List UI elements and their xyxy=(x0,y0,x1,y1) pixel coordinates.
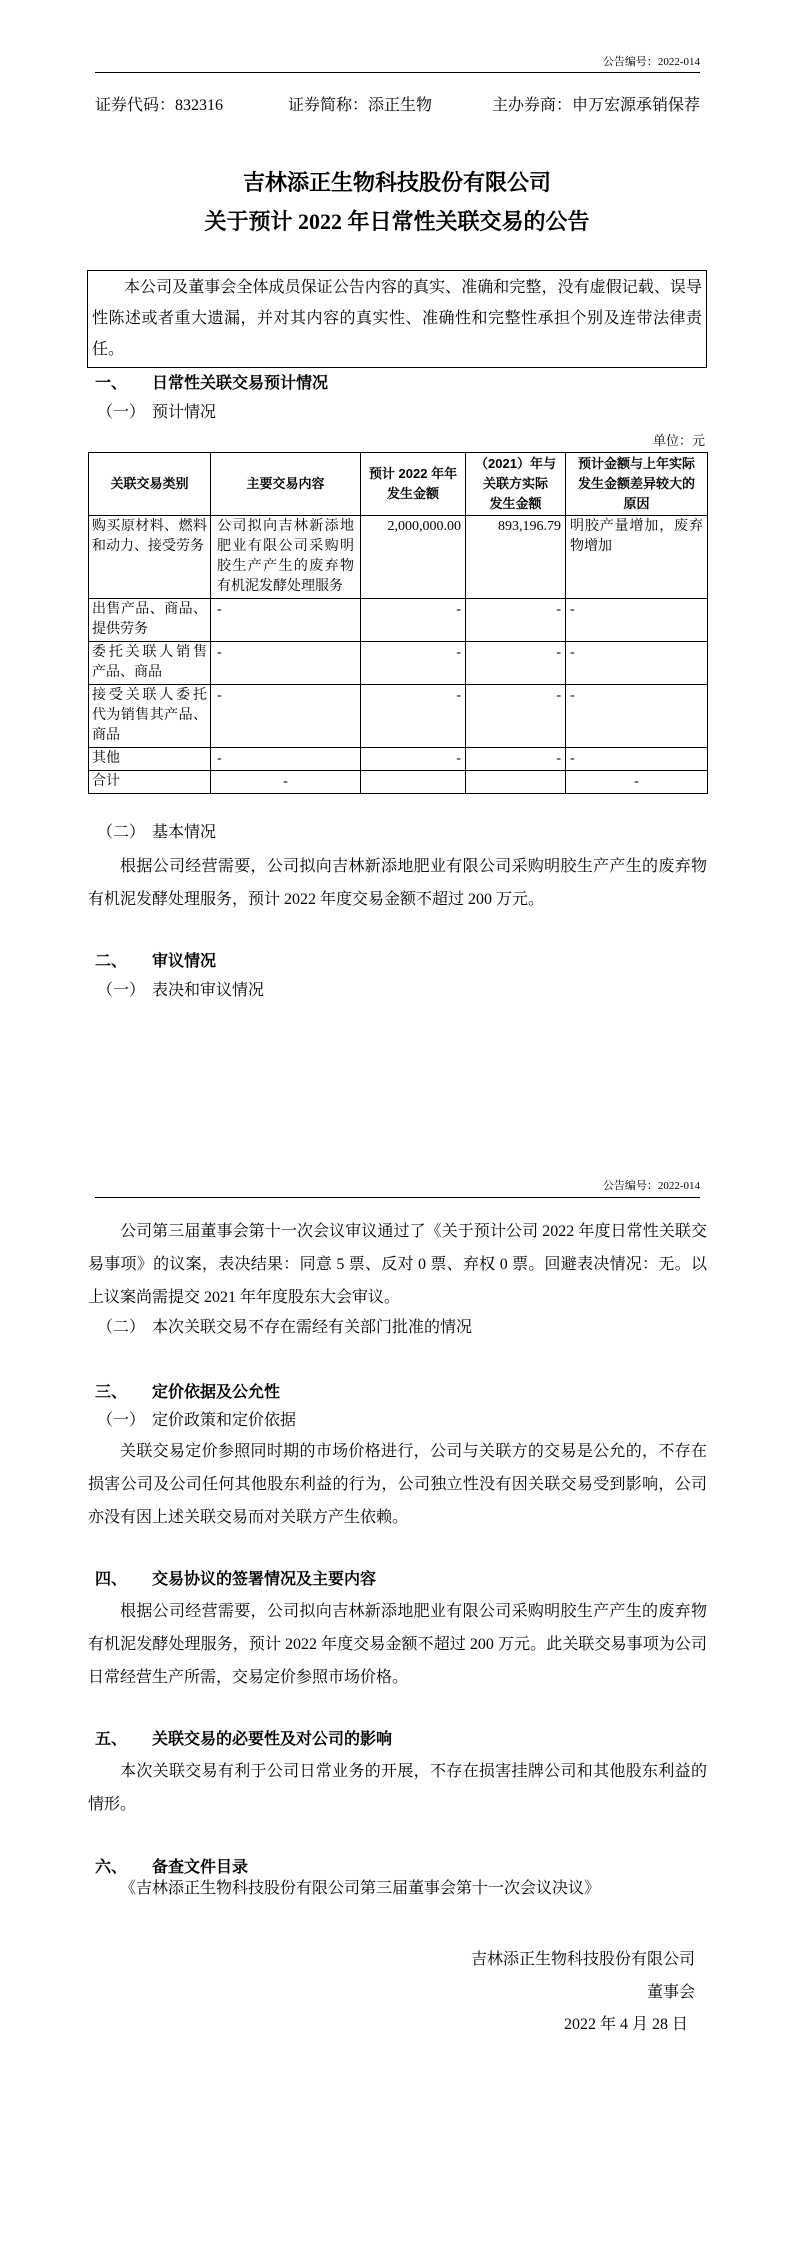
section-title: 关联交易的必要性及对公司的影响 xyxy=(152,1731,393,1748)
cell-reason xyxy=(566,771,708,794)
cell-content xyxy=(211,685,361,748)
cell-line: 商品 xyxy=(92,728,120,743)
subsection-title: 基本情况 xyxy=(152,824,217,841)
cell-reason xyxy=(566,599,708,642)
table-row xyxy=(89,685,708,748)
header-line: 预计金额与上年实际 xyxy=(577,456,695,471)
table-row xyxy=(89,771,708,794)
cell-line: 其他 xyxy=(92,751,120,766)
section-title: 审议情况 xyxy=(152,953,217,970)
cell-line: 和动力、接受劳务 xyxy=(92,539,204,554)
cell-line: - xyxy=(556,751,561,766)
header-rule-page-2 xyxy=(95,1197,700,1198)
sponsor-broker: 主办券商：申万宏源承销保荐 xyxy=(491,97,700,114)
cell-reason xyxy=(566,748,708,771)
table-header-row xyxy=(89,453,708,516)
notice-number-page-2: 公告编号：2022-014 xyxy=(602,1180,700,1192)
basic-situation-paragraph: 根据公司经营需要，公司拟向吉林新添地肥业有限公司采购明胶生产产生的废弃物有机泥发酵处理服务，预计 2022 年度交易金额不超过 200 万元。 xyxy=(88,858,707,908)
cell-forecast xyxy=(361,748,466,771)
header-reason xyxy=(566,453,708,516)
header-line: 预计 2022 年年 xyxy=(368,466,458,481)
section-number: 三、 xyxy=(95,1384,128,1401)
signature-company: 吉林添正生物科技股份有限公司 xyxy=(470,1951,695,1968)
subsection-number: （一） xyxy=(97,404,146,421)
table-head xyxy=(89,453,708,516)
cell-line: 购买原材料、燃料 xyxy=(92,519,207,534)
cell-content xyxy=(211,748,361,771)
section-1-heading xyxy=(95,373,328,395)
header-line: （2021）年与 xyxy=(475,456,556,471)
cell-line: - xyxy=(570,688,575,703)
cell-category xyxy=(89,685,211,748)
header-line: 发生金额 xyxy=(489,496,542,511)
cell-line: - xyxy=(217,602,222,617)
cell-reason xyxy=(566,642,708,685)
cell-category xyxy=(89,599,211,642)
section-1-sub-1-heading xyxy=(97,402,216,424)
cell-line: - xyxy=(634,774,639,789)
securities-abbreviation: 证券简称：添正生物 xyxy=(288,97,433,114)
cell-line: - xyxy=(570,751,575,766)
section-title: 定价依据及公允性 xyxy=(152,1384,281,1401)
header-content xyxy=(211,453,361,516)
cell-category xyxy=(89,771,211,794)
section-3-sub-1-heading xyxy=(97,1410,296,1432)
cell-line: - xyxy=(556,602,561,617)
table-row xyxy=(89,748,708,771)
cell-line: 委托关联人销售 xyxy=(92,645,207,660)
cell-line: - xyxy=(217,645,222,660)
cell-line: - xyxy=(456,645,461,660)
section-4-heading xyxy=(95,1569,376,1591)
cell-line: 出售产品、商品、 xyxy=(92,602,207,617)
cell-category xyxy=(89,748,211,771)
cell-forecast xyxy=(361,516,466,599)
cell-line: - xyxy=(456,602,461,617)
cell-line: 明胶产量增加，废弃 xyxy=(570,519,703,534)
cell-line: 有机泥发酵处理服务 xyxy=(217,579,343,594)
subsection-number: （二） xyxy=(97,824,146,841)
header-category xyxy=(89,453,211,516)
section-2-sub-2-heading xyxy=(97,1317,472,1339)
section-number: 六、 xyxy=(95,1859,128,1876)
cell-content xyxy=(211,771,361,794)
cell-line: 产品、商品 xyxy=(92,665,162,680)
section-title: 交易协议的签署情况及主要内容 xyxy=(152,1571,377,1588)
header-rule xyxy=(95,72,700,73)
notice-number: 公告编号：2022-014 xyxy=(602,56,700,68)
cell-line: 胶生产产生的废弃物 xyxy=(217,559,354,574)
subsection-title: 表决和审议情况 xyxy=(152,982,265,999)
signature-date: 2022 年 4 月 28 日 xyxy=(563,2016,688,2033)
document-title-subject: 关于预计 2022 年日常性关联交易的公告 xyxy=(204,209,590,234)
cell-forecast xyxy=(361,599,466,642)
table-row xyxy=(89,642,708,685)
cell-line: - xyxy=(217,751,222,766)
cell-reason xyxy=(566,516,708,599)
cell-line: - xyxy=(217,688,222,703)
cell-actual xyxy=(466,516,566,599)
header-actual xyxy=(466,453,566,516)
cell-actual xyxy=(466,685,566,748)
cell-line: - xyxy=(456,688,461,703)
cell-forecast xyxy=(361,771,466,794)
cell-category xyxy=(89,516,211,599)
cell-line: 合计 xyxy=(92,774,120,789)
subsection-title: 定价政策和定价依据 xyxy=(152,1412,297,1429)
cell-line: - xyxy=(283,774,288,789)
section-number: 四、 xyxy=(95,1571,128,1588)
disclaimer-box: 本公司及董事会全体成员保证公告内容的真实、准确和完整，没有虚假记载、误导性陈述或者重大遗漏，并对其内容的真实性、准确性和完整性承担个别及连带法律责任。 xyxy=(87,270,707,368)
section-1-sub-2-heading xyxy=(97,822,216,844)
cell-line: 物增加 xyxy=(570,539,612,554)
cell-line: 肥业有限公司采购明 xyxy=(217,539,354,554)
agreement-paragraph: 根据公司经营需要，公司拟向吉林新添地肥业有限公司采购明胶生产产生的废弃物有机泥发酵处理服务，预计 2022 年度交易金额不超过 200 万元。此关联交易事项为公司日常经营生产所需，交易定价参照市场价格。 xyxy=(88,1603,707,1686)
header-line: 关联方实际 xyxy=(482,476,548,491)
securities-code: 证券代码：832316 xyxy=(95,97,224,114)
cell-forecast xyxy=(361,642,466,685)
cell-line: - xyxy=(556,688,561,703)
section-5-heading xyxy=(95,1729,392,1751)
cell-content xyxy=(211,516,361,599)
section-number: 二、 xyxy=(95,953,128,970)
header-line: 发生金额 xyxy=(386,486,439,501)
pricing-paragraph: 关联交易定价参照同时期的市场价格进行，公司与关联方的交易是公允的，不存在损害公司及公司任何其他股东利益的行为，公司独立性没有因关联交易受到影响，公司亦没有因上述关联交易而对关联方产生依赖。 xyxy=(88,1443,707,1526)
cell-line: - xyxy=(570,645,575,660)
cell-line: 公司拟向吉林新添地 xyxy=(217,519,354,534)
cell-line: 提供劳务 xyxy=(92,622,148,637)
header-line: 主要交易内容 xyxy=(246,476,325,491)
section-3-heading xyxy=(95,1382,280,1404)
signature-board: 董事会 xyxy=(646,1984,695,2001)
cell-forecast xyxy=(361,685,466,748)
review-paragraph: 公司第三届董事会第十一次会议审议通过了《关于预计公司 2022 年度日常性关联交易事项》的议案，表决结果：同意 5 票、反对 0 票、弃权 0 票。回避表决情况：无。以上议案尚需提交 2021 年年度股东大会审议。 xyxy=(88,1223,707,1306)
cell-content xyxy=(211,599,361,642)
cell-reason xyxy=(566,685,708,748)
section-number: 一、 xyxy=(95,375,128,392)
reference-document: 《吉林添正生物科技股份有限公司第三届董事会第十一次会议决议》 xyxy=(120,1880,601,1897)
cell-line: 接受关联人委托 xyxy=(92,688,207,703)
cell-line: 893,196.79 xyxy=(498,519,561,534)
subsection-title: 预计情况 xyxy=(152,404,217,421)
cell-line: - xyxy=(456,751,461,766)
section-2-sub-1-heading xyxy=(97,980,264,1002)
subsection-number: （一） xyxy=(97,1412,146,1429)
header-forecast xyxy=(361,453,466,516)
section-title: 日常性关联交易预计情况 xyxy=(152,375,329,392)
section-2-heading xyxy=(95,951,216,973)
related-transaction-table xyxy=(88,452,708,794)
document-title-company: 吉林添正生物科技股份有限公司 xyxy=(242,170,551,195)
subsection-title: 本次关联交易不存在需经有关部门批准的情况 xyxy=(152,1319,473,1336)
header-line: 关联交易类别 xyxy=(110,476,189,491)
table-body xyxy=(89,516,708,794)
cell-line: - xyxy=(556,645,561,660)
header-line: 发生金额差异较大的 xyxy=(577,476,695,491)
cell-category xyxy=(89,642,211,685)
section-number: 五、 xyxy=(95,1731,128,1748)
cell-actual xyxy=(466,748,566,771)
section-title: 备查文件目录 xyxy=(152,1859,249,1876)
cell-content xyxy=(211,642,361,685)
subsection-number: （二） xyxy=(97,1319,146,1336)
cell-line: - xyxy=(570,602,575,617)
cell-line: 2,000,000.00 xyxy=(387,519,461,534)
necessity-paragraph: 本次关联交易有利于公司日常业务的开展，不存在损害挂牌公司和其他股东利益的情形。 xyxy=(88,1763,707,1813)
cell-actual xyxy=(466,642,566,685)
cell-actual xyxy=(466,599,566,642)
cell-actual xyxy=(466,771,566,794)
cell-line: 代为销售其产品、 xyxy=(92,708,207,723)
table-row xyxy=(89,599,708,642)
subsection-number: （一） xyxy=(97,982,146,999)
header-line: 原因 xyxy=(623,496,650,511)
table-row xyxy=(89,516,708,599)
table-unit: 单位：元 xyxy=(652,433,705,448)
